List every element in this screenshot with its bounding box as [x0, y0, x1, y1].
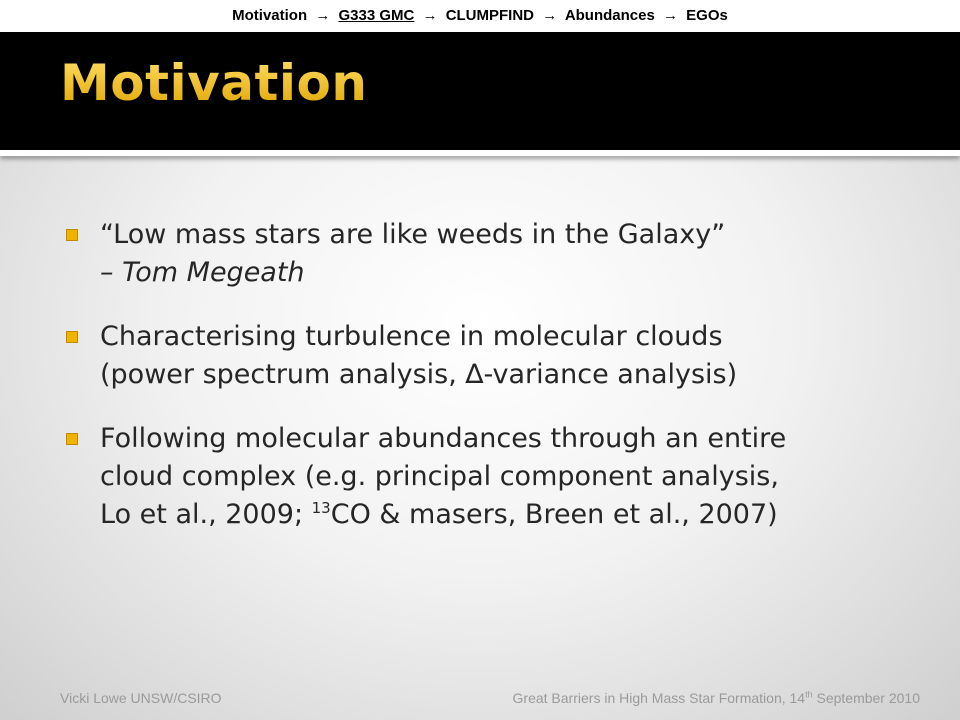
list-item — [64, 318, 924, 394]
square-bullet-icon — [66, 433, 78, 445]
footer-event-text: Great Barriers in High Mass Star Formation, 14 — [512, 690, 806, 706]
bullet-text: CO & masers, Breen et al., 2007) — [330, 499, 778, 530]
nav-item-clumpfind[interactable]: CLUMPFIND — [445, 7, 535, 24]
footer-event — [513, 690, 920, 706]
arrow-right-icon: → — [422, 7, 438, 24]
arrow-right-icon: → — [663, 7, 678, 24]
square-bullet-icon — [66, 331, 78, 343]
section-nav — [0, 0, 960, 32]
footer-event-date: September 2010 — [812, 690, 920, 706]
arrow-right-icon: → — [542, 7, 558, 24]
quote-text: “Low mass stars are like weeds in the Galaxy” — [100, 219, 726, 250]
footer-author: Vicki Lowe UNSW/CSIRO — [60, 690, 222, 706]
quote-attribution: – Tom Megeath — [100, 257, 305, 288]
nav-item-motivation[interactable]: Motivation — [232, 7, 308, 24]
bullet-text: Following molecular abundances through an entire — [100, 423, 787, 454]
title-bar — [0, 32, 960, 150]
bullet-text: cloud complex (e.g. principal component analysis, — [100, 461, 779, 492]
slide-title: Motivation — [60, 54, 368, 112]
bullet-text: Lo et al., 2009; — [100, 499, 312, 530]
superscript: 13 — [311, 499, 331, 517]
list-item — [64, 216, 924, 292]
bullet-list — [64, 216, 924, 560]
bullet-text: Characterising turbulence in molecular clouds — [100, 321, 723, 352]
list-item — [64, 420, 924, 534]
superscript: th — [805, 689, 813, 700]
nav-item-g333-gmc[interactable]: G333 GMC — [338, 7, 415, 24]
arrow-right-icon: → — [315, 7, 331, 24]
nav-item-egos[interactable]: EGOs — [686, 7, 728, 24]
square-bullet-icon — [66, 229, 78, 241]
footer — [60, 684, 920, 712]
title-divider — [0, 150, 960, 156]
nav-item-abundances[interactable]: Abundances — [564, 7, 655, 24]
bullet-text: (power spectrum analysis, ∆-variance analysis) — [100, 359, 738, 390]
